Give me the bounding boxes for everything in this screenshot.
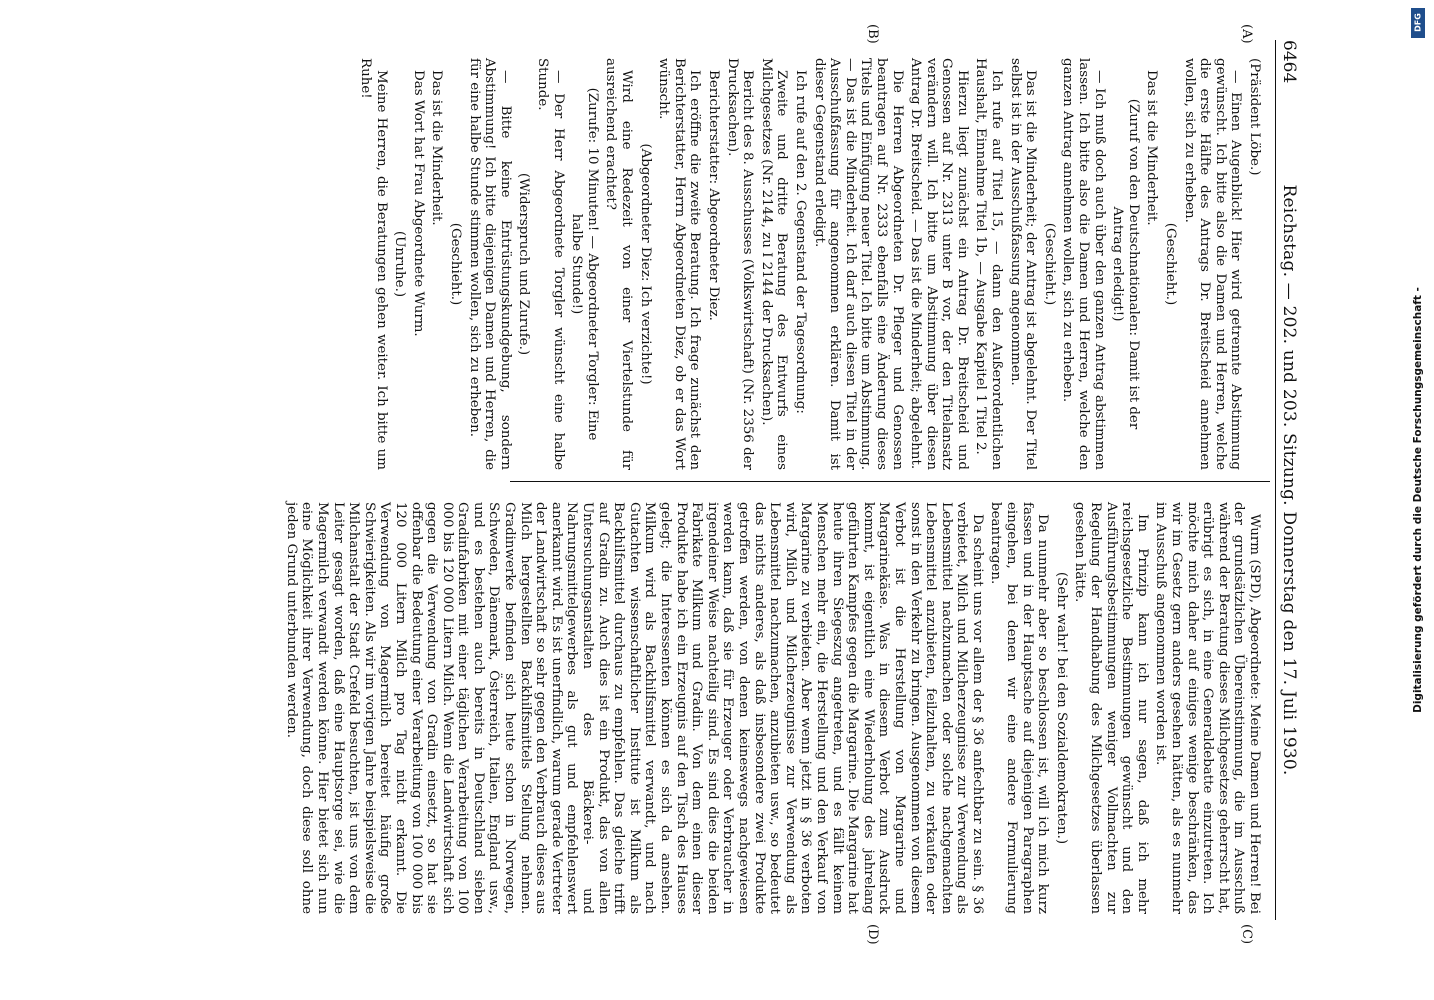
paragraph: (Zurufe: 10 Minuten! — Abgeordneter Torgler: Eine halbe Stunde!)	[569, 87, 600, 441]
right-text-column	[280, 502, 1262, 914]
paragraph: (Unruhe.)	[392, 230, 408, 298]
paragraph: Bericht des 8. Ausschusses (Volkswirtschaft) (Nr. 2356 der Drucksachen).	[724, 58, 756, 470]
paragraph: Die Herren Abgeordneten Dr. Pfleger und Genossen beantragen auf Nr. 2333 ebenfalls eine Änderung dieses Titels und Einfügung neuer Titel. Ich bitte um Abstimmung. — Das ist die Minderheit. Ich darf auch diesen Titel in der Ausschußfassung für angenommen erklären. Damit ist dieser Gegenstand erledigt.	[811, 58, 905, 470]
paragraph: Meine Herren, die Beratungen gehen weiter. Ich bitte um Ruhe!	[358, 58, 389, 470]
margin-mark-b: (B)	[865, 24, 880, 44]
paragraph: — Der Herr Abgeordnete Torgler wünscht eine halbe Stunde.	[535, 58, 566, 470]
paragraph: Ich rufe auf Titel 15, — dann den Außerordentlichen Haushalt, Einnahme Titel 1b, — Ausgabe Kapitel 1 Titel 2.	[973, 58, 1005, 470]
paragraph: (Widerspruch und Zurufe.)	[516, 172, 532, 356]
document-page	[40, 24, 1300, 945]
paragraph: — Ich muß doch auch über den ganzen Antrag abstimmen lassen. Ich bitte also die Damen und Herren, welche den ganzen Antrag annehmen wollen, sich zu erheben.	[1060, 58, 1107, 470]
paragraph: Wird eine Redezeit von einer Viertelstunde für ausreichend erachtet?	[603, 58, 635, 470]
paragraph: Zweite und dritte Beratung des Entwurfs eines Milchgesetzes (Nr. 2144, zu I 2144 der Drucksachen).	[758, 58, 790, 470]
paragraph: Hierzu liegt zunächst ein Antrag Dr. Breitscheid und Genossen auf Nr. 2313 unter B vor, der den Titelansatz verändern will. Ich bitte um Abstimmung über diesen Antrag Dr. Breitscheid. — Das ist die Minderheit; abgelehnt.	[908, 58, 970, 470]
paragraph: Berichterstatter: Abgeordneter Diez.	[706, 70, 721, 321]
paragraph: (Sehr wahr! bei den Sozialdemokraten.)	[1053, 571, 1069, 845]
paragraph: — Einen Augenblick! Hier wird getrennte Abstimmung gewünscht. Ich bitte also die Damen und Herren, welche die erste Hälfte des Antrags Dr. Breitscheid annehmen wollen, sich zu erheben.	[1181, 58, 1244, 470]
paragraph: (Zuruf von den Deutschnationalen: Damit ist der Antrag erledigt!)	[1110, 98, 1141, 430]
page-title: Reichstag. — 202. und 203. Sitzung. Donnerstag den 17. Juli 1930.	[1279, 184, 1299, 776]
paragraph: Das ist die Minderheit; der Antrag ist abgelehnt. Der Titel selbst ist in der Ausschußfassung angenommen.	[1007, 58, 1039, 470]
paragraph: Wurm (SPD), Abgeordnete: Meine Damen und Herren! Bei der grundsätzlichen Übereinstimmung, die im Ausschuß während der Beratung dieses Milchgesetzes geherrscht hat, erübrigt es sich, in eine Generaldebatte einzutreten. Ich möchte mich daher auf einiges wenige beschränken, das wir im Gesetz gern anders gesehen hätten, als es nunmehr im Ausschuß angenommen worden ist.	[1153, 502, 1262, 914]
paragraph: (Geschieht.)	[1041, 222, 1057, 306]
page-header	[1275, 40, 1300, 920]
paragraph: Das Wort hat Frau Abgeordnete Wurm.	[410, 70, 426, 337]
funding-note: Digitalisierung gefördert durch die Deutsche Forschungsgemeinschaft -	[1412, 287, 1424, 713]
paragraph: (Präsident Löbe.)	[1247, 58, 1262, 176]
paragraph: Da scheint uns vor allem der § 36 anfechtbar zu sein. § 36 verbietet, Milch und Milcherzeugnisse zur Verwendung als Lebensmittel nachzumachen oder solche nachgemachten Lebensmittel anzubieten, feilzuhalten, zu verkaufen oder sonst in den Verkehr zu bringen. Ausgenommen von diesem Verbot ist die Herstellung von Margarine und Margarinekäse. Was in diesem Verbot zum Ausdruck kommt, ist eigentlich eine Wiederholung des jahrelang geführten Kampfes gegen die Margarine. Die Margarine hat heute ihren Siegeszug angetreten, und es fällt keinem Menschen mehr ein, die Herstellung und den Verkauf von Margarine zu verbieten. Aber wenn jetzt in § 36 verboten wird, Milch und Milcherzeugnisse zur Verwendung als Lebensmittel nachzumachen, anzubieten usw., so bedeutet das nichts anderes, als daß insbesondere zwei Produkte getroffen werden, von denen keineswegs nachgewiesen werden kann, daß sie für Erzeuger oder Verbraucher in irgendeiner Weise nachteilig sind. Es sind dies die beiden Fabrikate Milkum und Gradin. Von dem einen dieser Produkte habe ich ein Erzeugnis auf den Tisch des Hauses gelegt; die Interessenten können es sich da ansehen. Milkum wird als Backhilfsmittel verwandt, und nach Gutachten wissenschaftlicher Institute ist Milkum als Backhilfsmittel durchaus zu empfehlen. Das gleiche trifft auf Gradin zu. Auch dies ist ein Produkt, das von allen Untersuchungsanstalten des Bäckerei- und Nahrungsmittelgewerbes als gut und empfehlenswert anerkannt wird. Es ist unerfindlich, warum gerade Vertreter der Landwirtschaft so sehr gegen den Verbrauch dieses aus Milch hergestellten Backhilfsmittels Stellung nehmen. Gradinwerke befinden sich heute schon in Norwegen, Schweden, Dänemark, Österreich, Italien, England usw., und es bestehen auch bereits in Deutschland sieben Gradinfabriken mit einer täglichen Verarbeitung von 100 000 bis 120 000 Litern Milch. Wenn die Landwirtschaft sich gegen die Verwendung von Gradin einsetzt, so hat sie offenbar die Bedeutung einer Verarbeitung von 100 000 bis 120 000 Litern Milch pro Tag nicht erkannt. Die Verwendung von Magermilch bereitet häufig große Schwierigkeiten. Als wir im vorigen Jahre beispielsweise die Milchanstalt der Stadt Crefeld besuchten, ist uns von dem Leiter gesagt worden, daß eine Hauptsorge sei, wie die Magermilch verwandt werden könne. Hier bietet sich nun eine Möglichkeit ihrer Verwendung, doch diese soll ohne jeden Grund unterbunden werden.	[283, 502, 985, 914]
paragraph: Das ist die Minderheit.	[1144, 70, 1160, 226]
paragraph: (Geschieht.)	[1163, 222, 1179, 306]
paragraph: Da nunmehr aber so beschlossen ist, will ich mich kurz fassen und in der Hauptsache auf diejenigen Paragraphen eingehen, bei denen wir eine andere Formulierung beantragen.	[988, 502, 1051, 914]
margin-mark-c: (C)	[1239, 924, 1254, 945]
margin-mark-d: (D)	[865, 924, 880, 945]
paragraph: Das ist die Minderheit.	[429, 70, 445, 226]
dfg-logo: DFG	[1411, 8, 1425, 38]
column-divider	[510, 481, 1270, 482]
paragraph: Ich rufe auf den 2. Gegenstand der Tagesordnung:	[792, 70, 808, 414]
left-text-column	[355, 58, 1262, 470]
paragraph: (Abgeordneter Diez: Ich verzichte!)	[637, 143, 653, 385]
margin-mark-a: (A)	[1239, 24, 1254, 44]
paragraph: Im Prinzip kann ich nur sagen, daß ich mehr reichsgesetzliche Bestimmungen gewünscht und den Ausführungsbestimmungen weniger Vollmachten zur Regelung der Handhabung des Milchgesetzes überlassen gesehen hätte.	[1072, 502, 1150, 914]
paragraph: (Geschieht.)	[448, 222, 464, 306]
paragraph: — Bitte keine Entrüstungskundgebung, sondern Abstimmung! Ich bitte diejenigen Damen und Herren, die für eine halbe Stunde stimmen wollen, sich zu erheben.	[466, 58, 513, 470]
page-number: 6464	[1279, 40, 1299, 84]
paragraph: Ich eröffne die zweite Beratung. Ich frage zunächst den Berichterstatter, Herrn Abgeordneten Diez, ob er das Wort wünscht.	[656, 58, 703, 470]
